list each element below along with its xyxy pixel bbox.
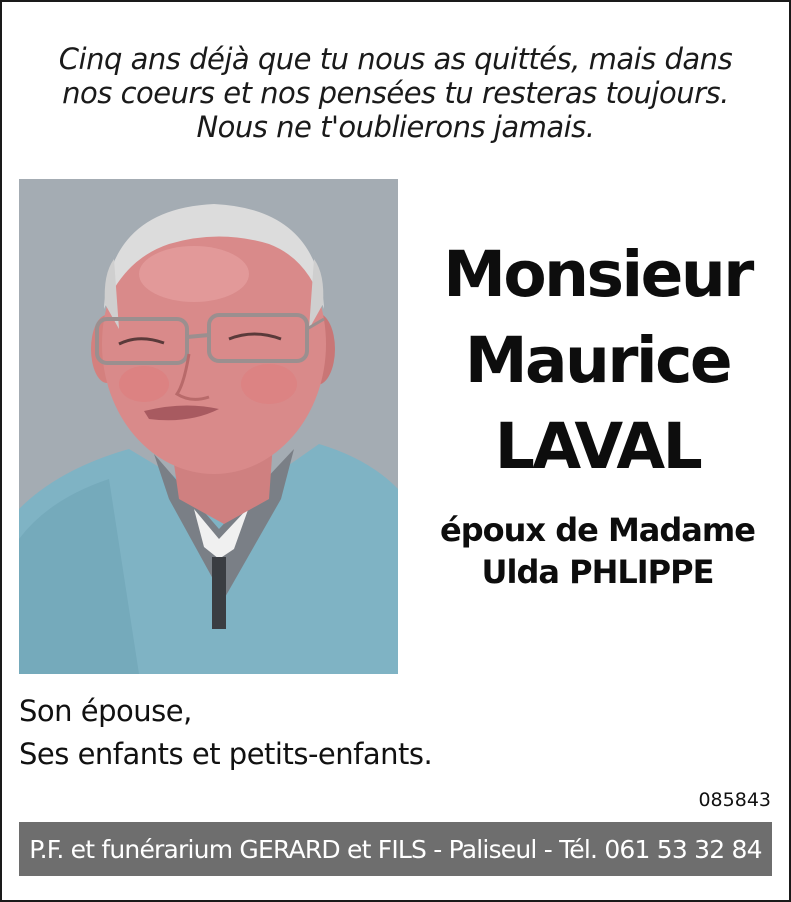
- name-last: LAVAL: [494, 410, 701, 483]
- family-line: Ses enfants et petits-enfants.: [19, 737, 433, 771]
- memorial-quote: [20, 42, 771, 144]
- quote-line: Nous ne t'oublierons jamais.: [196, 110, 595, 144]
- spouse-line: époux de Madame: [440, 511, 755, 549]
- name-first: Maurice: [464, 324, 731, 397]
- portrait-illustration: [19, 179, 398, 674]
- portrait-photo: [19, 179, 398, 674]
- family-signature: [19, 690, 432, 776]
- spouse-info: [420, 509, 775, 593]
- quote-line: Cinq ans déjà que tu nous as quittés, mais dans: [58, 42, 733, 76]
- deceased-name: [410, 232, 785, 490]
- funeral-home-banner: [19, 822, 772, 876]
- reference-number: 085843: [698, 789, 771, 811]
- funeral-home-text: P.F. et funérarium GERARD et FILS - Paliseul - Tél. 061 53 32 84: [29, 834, 762, 864]
- quote-line: nos coeurs et nos pensées tu resteras toujours.: [62, 76, 729, 110]
- family-line: Son épouse,: [19, 694, 192, 728]
- name-title: Monsieur: [443, 238, 752, 311]
- spouse-line: Ulda PHLIPPE: [481, 553, 714, 591]
